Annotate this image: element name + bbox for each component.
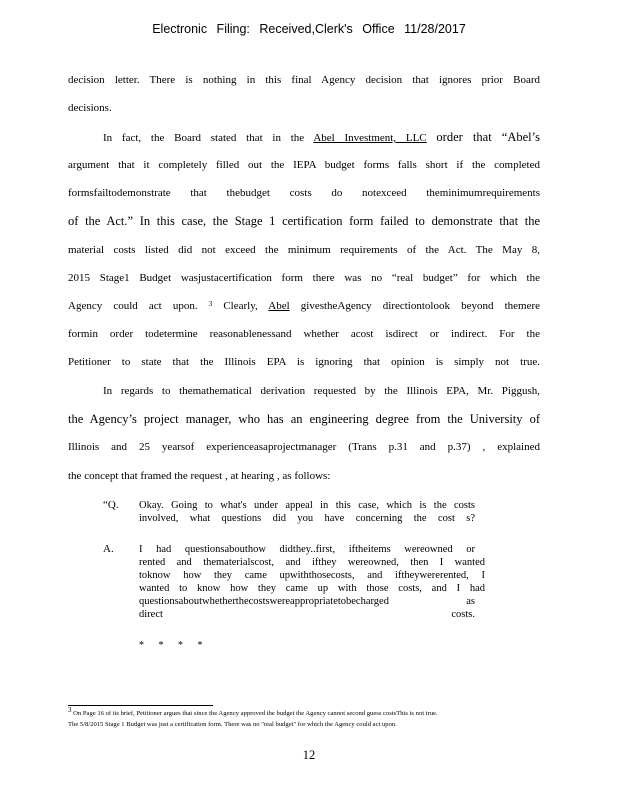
- body-line: In regards to themathematical derivation requested by the Illinois EPA, Mr. Piggush,: [103, 385, 540, 397]
- body-line: argument that it completely filled out the IEPA budget forms falls short if the completed: [68, 159, 540, 171]
- footnote-line: The 5/8/2015 Stage 1 Budget was just a certification form. There was no "real budget" for which the Agency could act upon.: [68, 721, 397, 728]
- quote-line: toknow how they came upwiththosecosts, and iftheywererented, I: [139, 570, 485, 581]
- body-line: of the Act.” In this case, the Stage 1 certification form failed to demonstrate that the: [68, 214, 540, 228]
- quote-a-label: A.: [103, 543, 114, 555]
- quote-q-label: “Q.: [103, 499, 119, 511]
- footnote-divider: [68, 705, 213, 706]
- quote-line: rented and thematerialscost, and ifthey wereowned, then I wanted: [139, 557, 485, 568]
- body-line: the Agency’s project manager, who has an engineering degree from the University of: [68, 412, 540, 426]
- body-text: Agency could act upon.: [68, 300, 198, 312]
- footnote-ref: 3: [208, 300, 213, 308]
- body-line: material costs listed did not exceed the minimum requirements of the Act. The May 8,: [68, 244, 540, 256]
- body-line: Petitioner to state that the Illinois EPA is ignoring that opinion is simply not true.: [68, 356, 540, 368]
- quote-line: wanted to know how they came up with those costs, and I had: [139, 583, 485, 594]
- body-line: Illinois and 25 yearsof experienceasaprojectmanager (Trans p.31 and p.37) , explained: [68, 441, 540, 453]
- quote-line: direct costs.: [139, 609, 475, 620]
- footnote-line: [68, 706, 563, 718]
- page-number: 12: [302, 748, 316, 762]
- body-text: givestheAgency directiontolook beyond themere: [300, 300, 541, 312]
- footnote-text: On Page 16 of its brief, Petitioner argues that since the Agency approved the budget the Agency cannot second guess costsThis is not true.: [73, 710, 438, 717]
- footnote-number: 3: [68, 706, 72, 714]
- case-citation: Abel: [268, 300, 290, 312]
- quote-line: questionsaboutwhetherthecostswereappropriatetobecharged as: [139, 596, 475, 607]
- body-text: order that “Abel’s: [436, 130, 540, 144]
- quote-line: I had questionsabouthow didthey..first, iftheitems wereowned or: [139, 544, 475, 555]
- body-line: decision letter. There is nothing in this final Agency decision that ignores prior Board: [68, 74, 540, 86]
- body-text: In fact, the Board stated that in the: [103, 132, 305, 144]
- filing-stamp-header: Electronic Filing: Received,Clerk's Office 11/28/2017: [152, 22, 466, 36]
- body-line: formin order todetermine reasonablenessand whether acost isdirect or indirect. For the: [68, 328, 540, 340]
- body-text: Clearly,: [223, 300, 258, 312]
- body-line: [103, 130, 540, 145]
- body-line: decisions.: [68, 102, 112, 114]
- body-line: the concept that framed the request , at hearing , as follows:: [68, 470, 331, 482]
- quote-line: involved, what questions did you have concerning the cost s?: [139, 513, 475, 524]
- body-line: 2015 Stage1 Budget wasjustacertification form there was no “real budget” for which the: [68, 272, 540, 284]
- case-citation: Abel Investment, LLC: [313, 132, 427, 144]
- body-line: [68, 299, 540, 313]
- ellipsis-stars: * * * *: [139, 640, 209, 651]
- quote-line: Okay. Going to what's under appeal in this case, which is the costs: [139, 500, 475, 511]
- body-line: formsfailtodemonstrate that thebudget costs do notexceed theminimumrequirements: [68, 187, 540, 199]
